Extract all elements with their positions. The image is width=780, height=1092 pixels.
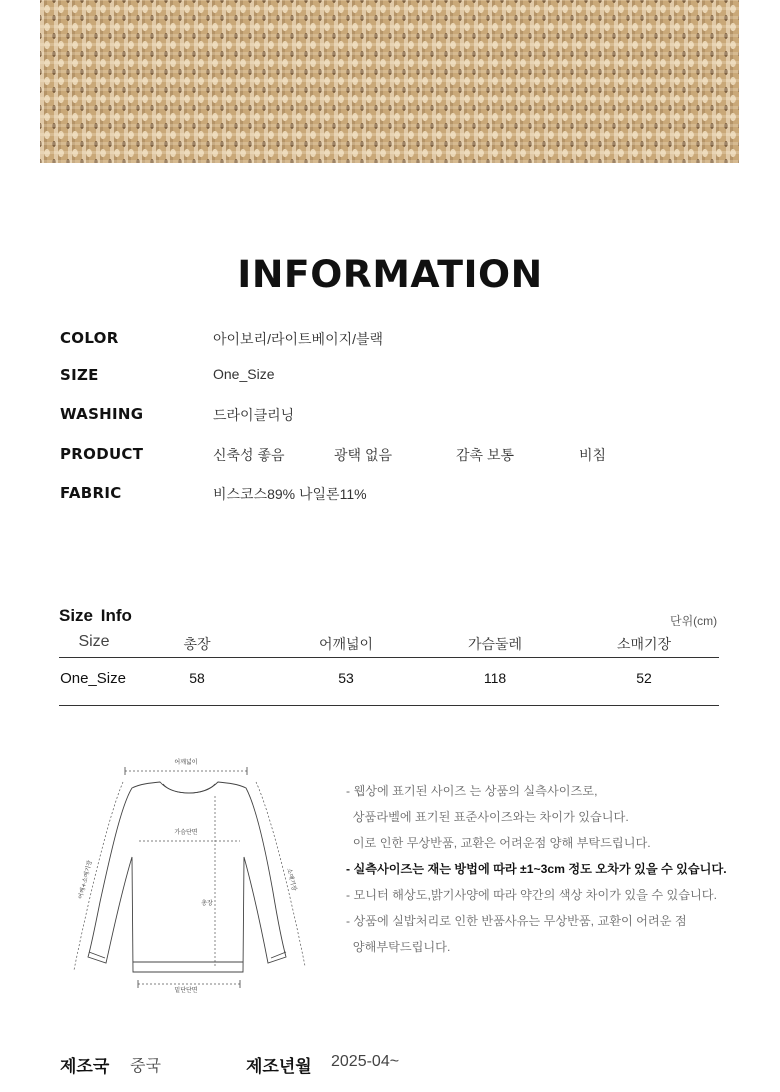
header-size: Size xyxy=(78,633,110,650)
sleeve-length-label: 소매기장 xyxy=(285,867,298,892)
chest-width-label: 가슴단면 xyxy=(174,829,198,836)
shoulder-sleeve-label: 어깨+소매기장 xyxy=(77,859,94,900)
fabric-label: FABRIC xyxy=(60,484,122,502)
note-line: 이로 인한 무상반품, 교환은 어려운점 양해 부탁드립니다. xyxy=(346,836,651,850)
product-knit-image xyxy=(40,0,739,163)
size-notes xyxy=(346,778,727,960)
size-unit: 단위(cm) xyxy=(670,614,718,628)
color-value: 아이보리/라이트베이지/블랙 xyxy=(213,331,384,347)
note-line-emphasis: - 실측사이즈는 재는 방법에 따라 ±1~3cm 정도 오차가 있을 수 있습니다. xyxy=(346,862,727,876)
note-line: 상품라벨에 표기된 표준사이즈와는 차이가 있습니다. xyxy=(346,810,629,824)
header-length: 총장 xyxy=(183,636,211,652)
size-value: One_Size xyxy=(213,366,275,382)
size-label: SIZE xyxy=(60,366,99,384)
manufacture-date-value: 2025-04~ xyxy=(331,1053,400,1070)
origin-label: 제조국 xyxy=(60,1057,110,1076)
size-info-title: Size Info xyxy=(59,606,132,625)
header-chest: 가슴둘레 xyxy=(467,636,523,652)
note-line: - 모니터 해상도,밝기사양에 따라 약간의 색상 차이가 있을 수 있습니다. xyxy=(346,888,717,902)
product-gloss-value: 광택 없음 xyxy=(334,447,392,463)
product-label: PRODUCT xyxy=(60,445,144,463)
note-line: - 상품에 실밥처리로 인한 반품사유는 무상반품, 교환이 어려운 점 xyxy=(346,914,687,928)
row-size-value: One_Size xyxy=(60,670,126,687)
row-shoulder-value: 53 xyxy=(338,670,354,686)
table-header-divider xyxy=(59,657,719,658)
origin-value: 중국 xyxy=(130,1058,161,1075)
note-line: - 웹상에 표기된 사이즈 는 상품의 실측사이즈로, xyxy=(346,784,598,798)
header-shoulder: 어깨넓이 xyxy=(318,636,374,652)
table-bottom-divider xyxy=(59,705,719,706)
washing-label: WASHING xyxy=(60,405,144,423)
hem-width-label: 밑단단면 xyxy=(174,987,198,994)
fabric-value: 비스코스89% 나일론11% xyxy=(213,486,367,502)
color-label: COLOR xyxy=(60,329,119,347)
information-title: INFORMATION xyxy=(237,253,543,296)
row-sleeve-value: 52 xyxy=(636,670,652,686)
washing-value: 드라이클리닝 xyxy=(213,407,295,423)
row-length-value: 58 xyxy=(189,670,205,686)
row-chest-value: 118 xyxy=(483,670,507,686)
sweater-measurement-diagram xyxy=(60,752,320,997)
shoulder-width-label: 어깨넓이 xyxy=(174,759,198,766)
header-sleeve: 소매기장 xyxy=(616,636,672,652)
product-sheer-value: 비침 xyxy=(579,447,607,463)
product-stretch-value: 신축성 좋음 xyxy=(213,447,285,463)
manufacture-date-label: 제조년월 xyxy=(246,1057,312,1076)
product-texture-value: 감촉 보통 xyxy=(456,447,514,463)
note-line: 양해부탁드립니다. xyxy=(346,940,451,954)
total-length-label: 총장 xyxy=(201,900,213,907)
